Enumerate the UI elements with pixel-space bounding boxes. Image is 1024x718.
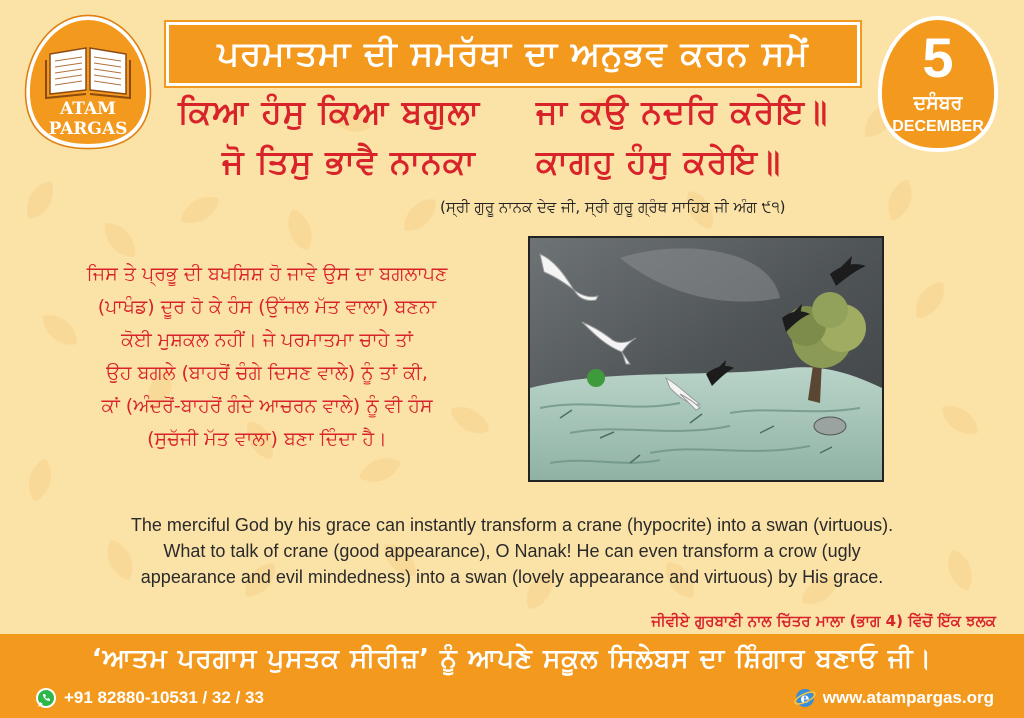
punjabi-explanation — [22, 258, 512, 456]
punjabi-line: ਉਹ ਬਗਲੇ (ਬਾਹਰੋਂ ਚੰਗੇ ਦਿਸਣ ਵਾਲੇ) ਨੂੰ ਤਾਂ ਕੀ, — [106, 362, 428, 384]
punjabi-line: ਕੋਈ ਮੁਸ਼ਕਲ ਨਹੀਂ। ਜੇ ਪਰਮਾਤਮਾ ਚਾਹੇ ਤਾਂ — [121, 329, 413, 351]
page-title: ਪਰਮਾਤਮਾ ਦੀ ਸਮਰੱਥਾ ਦਾ ਅਨੁਭਵ ਕਰਨ ਸਮੇਂ — [217, 34, 809, 74]
english-line: appearance and evil mindedness) into a swan (lovely appearance and virtuous) by His grace. — [140, 567, 884, 587]
footer-slogan: ‘ਆਤਮ ਪਰਗਾਸ ਪੁਸਤਕ ਸੀਰੀਜ਼’ ਨੂੰ ਆਪਣੇ ਸਕੂਲ ਸਿਲੇਬਸ ਦਾ ਸ਼ਿੰਗਾਰ ਬਣਾਓ ਜੀ। — [91, 644, 933, 674]
punjabi-line: (ਸੁਚੱਜੀ ਮੱਤ ਵਾਲਾ) ਬਣਾ ਦਿੰਦਾ ਹੈ। — [147, 428, 387, 450]
website-link: www.atampargas.org — [822, 688, 994, 707]
verse-line-1b: ਜਾ ਕਉ ਨਦਰਿ ਕਰੇਇ॥ — [536, 92, 829, 131]
storm-illustration — [528, 236, 884, 482]
punjabi-line: (ਪਾਖੰਡ) ਦੂਰ ਹੋ ਕੇ ਹੰਸ (ਉੱਜਲ ਮੱਤ ਵਾਲਾ) ਬਣਨਾ — [97, 296, 437, 318]
date-day: 5 — [922, 26, 954, 89]
footer-bar — [0, 634, 1024, 718]
english-line: What to talk of crane (good appearance), O Nanak! He can even transform a crow (ugly — [163, 541, 861, 561]
verse-citation: (ਸ੍ਰੀ ਗੁਰੂ ਨਾਨਕ ਦੇਵ ਜੀ, ਸ੍ਰੀ ਗੁਰੂ ਗ੍ਰੰਥ ਸਾਹਿਬ ਜੀ ਅੰਗ ੯੧) — [440, 198, 786, 216]
atam-pargas-logo — [22, 14, 154, 150]
browser-icon — [793, 686, 817, 710]
footer-phone[interactable] — [34, 686, 264, 710]
header-banner — [166, 22, 860, 86]
verse-line-2b: ਕਾਗਹੁ ਹੰਸੁ ਕਰੇਇ॥ — [536, 142, 782, 181]
source-credit: ਜੀਵੀਏ ਗੁਰਬਾਣੀ ਨਾਲ ਚਿੱਤਰ ਮਾਲਾ (ਭਾਗ 4) ਵਿੱਚੋਂ ਇੱਕ ਝਲਕ — [651, 612, 996, 630]
date-badge — [874, 14, 1002, 154]
date-month-punjabi: ਦਸੰਬਰ — [913, 92, 963, 114]
english-line: The merciful God by his grace can instantly transform a crane (hypocrite) into a swan (virtuous). — [130, 515, 894, 535]
logo-line-1: ATAM — [60, 99, 116, 119]
verse-line-1a: ਕਿਆ ਹੰਸੁ ਕਿਆ ਬਗੁਲਾ — [178, 92, 481, 131]
footer-website[interactable] — [793, 686, 994, 710]
english-translation — [30, 512, 994, 590]
punjabi-line: ਜਿਸ ਤੇ ਪ੍ਰਭੂ ਦੀ ਬਖਸ਼ਿਸ਼ ਹੋ ਜਾਵੇ ਉਸ ਦਾ ਬਗਲਾਪਣ — [86, 263, 448, 285]
svg-text:e: e — [800, 691, 810, 707]
punjabi-line: ਕਾਂ (ਅੰਦਰੋਂ-ਬਾਹਰੋਂ ਗੰਦੇ ਆਚਰਨ ਵਾਲੇ) ਨੂੰ ਵੀ ਹੰਸ — [101, 395, 433, 417]
logo-line-2: PARGAS — [48, 119, 128, 139]
date-month-english: DECEMBER — [892, 118, 984, 135]
verse-line-2a: ਜੋ ਤਿਸੁ ਭਾਵੈ ਨਾਨਕਾ — [222, 142, 476, 181]
cranes-crows-storm-illustration — [530, 238, 882, 480]
phone-number: +91 82880-10531 / 32 / 33 — [64, 688, 264, 707]
whatsapp-icon — [34, 686, 58, 710]
